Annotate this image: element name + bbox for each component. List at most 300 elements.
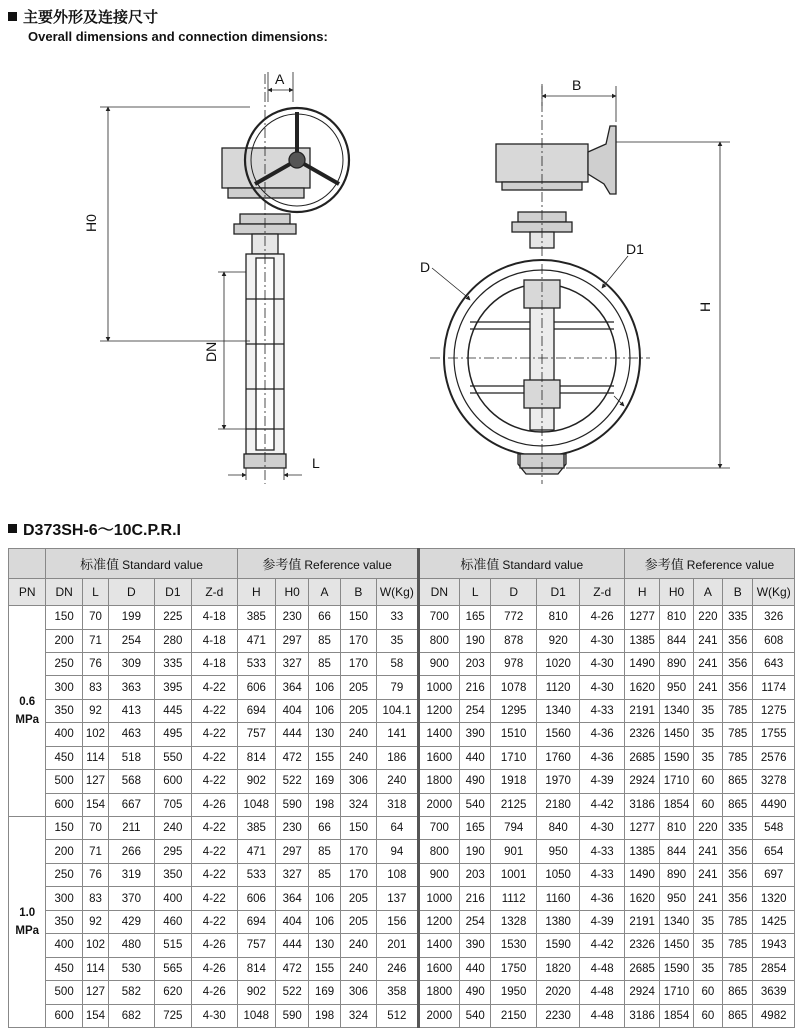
table-cell: 83 [82, 887, 108, 910]
table-cell: 106 [309, 910, 340, 933]
table-cell: 490 [460, 981, 491, 1004]
column-header: W(Kg) [377, 578, 418, 606]
table-cell: 3186 [624, 793, 659, 816]
table-body [9, 549, 795, 1028]
table-cell: 4-26 [192, 934, 238, 957]
pn-value: 0.6 [19, 695, 36, 708]
column-header: PN [9, 578, 46, 606]
column-header: D1 [536, 578, 579, 606]
table-cell: 85 [309, 652, 340, 675]
column-header: A [693, 578, 722, 606]
table-cell: 2180 [536, 793, 579, 816]
table-cell: 865 [723, 770, 753, 793]
pn-unit: MPa [15, 925, 40, 937]
table-cell: 472 [276, 957, 309, 980]
table-cell: 1590 [536, 934, 579, 957]
table-cell: 300 [46, 676, 82, 699]
table-cell: 4-30 [580, 629, 625, 652]
table-cell: 444 [276, 723, 309, 746]
table-cell: 114 [82, 957, 108, 980]
column-header: DN [418, 578, 459, 606]
column-header: A [309, 578, 340, 606]
side-view [222, 108, 349, 468]
table-cell: 1560 [536, 723, 579, 746]
table-cell: 444 [276, 934, 309, 957]
table-cell: 1340 [660, 699, 693, 722]
table-row [9, 676, 795, 699]
group-header-standard-2 [418, 549, 624, 579]
table-cell: 1490 [624, 863, 659, 886]
table-cell: 1000 [418, 676, 459, 699]
table-cell: 4-18 [192, 629, 238, 652]
table-cell: 1200 [418, 910, 459, 933]
table-cell: 385 [237, 606, 275, 629]
table-cell: 530 [109, 957, 155, 980]
table-row [9, 606, 795, 629]
table-cell: 4-30 [580, 652, 625, 675]
column-header: L [82, 578, 108, 606]
table-cell: 4-42 [580, 793, 625, 816]
table-cell: 155 [309, 957, 340, 980]
table-cell: 71 [82, 629, 108, 652]
table-cell: 254 [109, 629, 155, 652]
table-cell: 4-33 [580, 840, 625, 863]
table-cell: 211 [109, 817, 155, 840]
group-reference-cn: 参考值 [644, 556, 684, 572]
table-cell: 356 [723, 887, 753, 910]
table-cell: 358 [377, 981, 418, 1004]
group-standard-cn: 标准值 [460, 556, 500, 572]
dim-label-d: D [420, 259, 431, 275]
table-cell: 3278 [753, 770, 795, 793]
table-cell: 170 [340, 652, 376, 675]
table-cell: 205 [340, 910, 376, 933]
table-cell: 1970 [536, 770, 579, 793]
column-header: D1 [154, 578, 191, 606]
table-cell: 1425 [753, 910, 795, 933]
table-cell: 230 [276, 606, 309, 629]
table-cell: 757 [237, 723, 275, 746]
group-header-reference [237, 549, 418, 579]
table-cell: 4-42 [580, 934, 625, 957]
table-cell: 350 [46, 910, 82, 933]
column-header: DN [46, 578, 82, 606]
table-cell: 515 [154, 934, 191, 957]
table-cell: 1050 [536, 863, 579, 886]
group-reference-en: Reference value [304, 557, 392, 572]
table-cell: 490 [460, 770, 491, 793]
table-cell: 203 [460, 652, 491, 675]
model-title: D373SH-6～10C.P.R.I [23, 522, 182, 539]
table-cell: 241 [693, 676, 722, 699]
dim-label-dn: DN [203, 341, 219, 362]
table-cell: 1112 [491, 887, 537, 910]
table-cell: 1760 [536, 746, 579, 769]
table-cell: 190 [460, 629, 491, 652]
table-cell: 240 [340, 746, 376, 769]
table-cell: 335 [723, 817, 753, 840]
group-header-blank [9, 549, 46, 579]
table-cell: 900 [418, 652, 459, 675]
table-cell: 92 [82, 699, 108, 722]
table-cell: 4-36 [580, 887, 625, 910]
table-cell: 241 [693, 652, 722, 675]
table-cell: 327 [276, 863, 309, 886]
table-cell: 254 [460, 910, 491, 933]
table-cell: 450 [46, 957, 82, 980]
table-cell: 582 [109, 981, 155, 1004]
table-cell: 1048 [237, 793, 275, 816]
table-cell: 60 [693, 981, 722, 1004]
table-cell: 1620 [624, 676, 659, 699]
table-cell: 1710 [660, 981, 693, 1004]
table-cell: 216 [460, 887, 491, 910]
table-cell: 654 [753, 840, 795, 863]
table-cell: 190 [460, 840, 491, 863]
table-cell: 76 [82, 652, 108, 675]
table-cell: 390 [460, 934, 491, 957]
table-cell: 155 [309, 746, 340, 769]
table-cell: 1854 [660, 793, 693, 816]
table-cell: 800 [418, 840, 459, 863]
table-cell: 4-22 [192, 887, 238, 910]
table-cell: 240 [340, 957, 376, 980]
table-cell: 4-22 [192, 817, 238, 840]
table-cell: 1000 [418, 887, 459, 910]
table-row [9, 629, 795, 652]
table-cell: 104.1 [377, 699, 418, 722]
dim-label-d1: D1 [626, 241, 644, 257]
table-cell: 772 [491, 606, 537, 629]
table-cell: 700 [418, 606, 459, 629]
table-cell: 890 [660, 652, 693, 675]
table-cell: 2125 [491, 793, 537, 816]
table-cell: 1400 [418, 723, 459, 746]
table-cell: 865 [723, 793, 753, 816]
group-header-reference-2 [624, 549, 794, 579]
table-row [9, 910, 795, 933]
table-cell: 35 [693, 910, 722, 933]
table-cell: 1160 [536, 887, 579, 910]
table-cell: 1450 [660, 934, 693, 957]
table-cell: 350 [154, 863, 191, 886]
table-cell: 700 [418, 817, 459, 840]
table-cell: 950 [660, 887, 693, 910]
table-cell: 198 [309, 1004, 340, 1028]
table-cell: 810 [660, 606, 693, 629]
table-cell: 220 [693, 817, 722, 840]
table-cell: 620 [154, 981, 191, 1004]
table-cell: 326 [753, 606, 795, 629]
table-cell: 35 [377, 629, 418, 652]
table-cell: 170 [340, 863, 376, 886]
table-cell: 1048 [237, 1004, 275, 1028]
group-reference-cn: 参考值 [262, 556, 302, 572]
table-cell: 297 [276, 629, 309, 652]
table-cell: 4-30 [192, 1004, 238, 1028]
table-cell: 814 [237, 957, 275, 980]
table-cell: 300 [46, 887, 82, 910]
table-cell: 130 [309, 934, 340, 957]
valve-drawing [0, 44, 800, 512]
table-cell: 4-26 [192, 981, 238, 1004]
group-reference-en: Reference value [686, 557, 775, 572]
table-cell: 198 [309, 793, 340, 816]
table-cell: 4-22 [192, 770, 238, 793]
table-cell: 240 [377, 770, 418, 793]
table-cell: 241 [693, 863, 722, 886]
table-cell: 2576 [753, 746, 795, 769]
table-cell: 35 [693, 699, 722, 722]
table-cell: 203 [460, 863, 491, 886]
table-cell: 199 [109, 606, 155, 629]
table-cell: 85 [309, 863, 340, 886]
column-header: W(Kg) [753, 578, 795, 606]
table-cell: 83 [82, 676, 108, 699]
table-cell: 58 [377, 652, 418, 675]
table-cell: 4-26 [192, 957, 238, 980]
table-cell: 364 [276, 887, 309, 910]
table-cell: 1620 [624, 887, 659, 910]
table-cell: 127 [82, 981, 108, 1004]
table-cell: 356 [723, 863, 753, 886]
table-row [9, 770, 795, 793]
table-cell: 85 [309, 629, 340, 652]
table-cell: 920 [536, 629, 579, 652]
table-cell: 445 [154, 699, 191, 722]
table-cell: 565 [154, 957, 191, 980]
column-header: H [624, 578, 659, 606]
table-cell: 1600 [418, 957, 459, 980]
table-cell: 2150 [491, 1004, 537, 1028]
table-cell: 840 [536, 817, 579, 840]
table-cell: 150 [46, 606, 82, 629]
table-cell: 70 [82, 606, 108, 629]
pn-value: 1.0 [19, 906, 36, 919]
table-cell: 522 [276, 981, 309, 1004]
table-cell: 216 [460, 676, 491, 699]
table-cell: 1800 [418, 770, 459, 793]
table-cell: 240 [340, 723, 376, 746]
table-cell: 4-33 [580, 699, 625, 722]
table-cell: 1385 [624, 629, 659, 652]
table-cell: 844 [660, 840, 693, 863]
table-cell: 254 [460, 699, 491, 722]
table-cell: 2000 [418, 1004, 459, 1028]
table-cell: 154 [82, 793, 108, 816]
group-header-standard [46, 549, 237, 579]
table-cell: 4-39 [580, 910, 625, 933]
table-cell: 608 [753, 629, 795, 652]
table-cell: 682 [109, 1004, 155, 1028]
table-cell: 404 [276, 910, 309, 933]
table-cell: 102 [82, 934, 108, 957]
table-cell: 4490 [753, 793, 795, 816]
table-cell: 169 [309, 770, 340, 793]
table-cell: 250 [46, 863, 82, 886]
table-cell: 66 [309, 817, 340, 840]
table-cell: 400 [154, 887, 191, 910]
table-row [9, 934, 795, 957]
table-cell: 3186 [624, 1004, 659, 1028]
table-cell: 900 [418, 863, 459, 886]
table-cell: 667 [109, 793, 155, 816]
table-cell: 1854 [660, 1004, 693, 1028]
table-cell: 606 [237, 676, 275, 699]
table-cell: 4-30 [580, 676, 625, 699]
table-cell: 785 [723, 910, 753, 933]
table-cell: 500 [46, 981, 82, 1004]
table-cell: 390 [460, 723, 491, 746]
table-cell: 568 [109, 770, 155, 793]
table-cell: 785 [723, 723, 753, 746]
table-cell: 697 [753, 863, 795, 886]
table-cell: 540 [460, 1004, 491, 1028]
table-cell: 4-22 [192, 863, 238, 886]
table-cell: 460 [154, 910, 191, 933]
table-cell: 71 [82, 840, 108, 863]
table-cell: 1710 [660, 770, 693, 793]
table-cell: 404 [276, 699, 309, 722]
group-standard-en: Standard value [502, 557, 584, 572]
table-cell: 319 [109, 863, 155, 886]
table-cell: 165 [460, 606, 491, 629]
pn-cell [9, 817, 46, 1028]
dim-label-a: A [275, 71, 285, 87]
table-cell: 3639 [753, 981, 795, 1004]
table-cell: 114 [82, 746, 108, 769]
table-cell: 230 [276, 817, 309, 840]
table-cell: 1400 [418, 934, 459, 957]
table-cell: 533 [237, 863, 275, 886]
table-cell: 170 [340, 840, 376, 863]
table-cell: 4-22 [192, 676, 238, 699]
table-cell: 643 [753, 652, 795, 675]
table-cell: 4-18 [192, 606, 238, 629]
table-cell: 4-36 [580, 723, 625, 746]
table-cell: 4-22 [192, 840, 238, 863]
table-cell: 200 [46, 840, 82, 863]
table-cell: 413 [109, 699, 155, 722]
table-cell: 106 [309, 887, 340, 910]
table-cell: 1710 [491, 746, 537, 769]
table-cell: 950 [536, 840, 579, 863]
table-cell: 1918 [491, 770, 537, 793]
column-header: H0 [276, 578, 309, 606]
table-row [9, 746, 795, 769]
table-cell: 902 [237, 981, 275, 1004]
table-cell: 201 [377, 934, 418, 957]
table-cell: 600 [46, 1004, 82, 1028]
table-cell: 1450 [660, 723, 693, 746]
dim-label-l: L [312, 455, 320, 471]
table-cell: 429 [109, 910, 155, 933]
table-cell: 978 [491, 652, 537, 675]
table-cell: 472 [276, 746, 309, 769]
table-cell: 60 [693, 1004, 722, 1028]
table-cell: 705 [154, 793, 191, 816]
table-cell: 306 [340, 770, 376, 793]
table-cell: 246 [377, 957, 418, 980]
table-cell: 814 [237, 746, 275, 769]
table-cell: 370 [109, 887, 155, 910]
table-cell: 1340 [660, 910, 693, 933]
table-cell: 4-26 [192, 793, 238, 816]
table-cell: 4-30 [580, 817, 625, 840]
table-row [9, 723, 795, 746]
table-cell: 335 [154, 652, 191, 675]
table-cell: 35 [693, 957, 722, 980]
table-cell: 309 [109, 652, 155, 675]
table-cell: 1078 [491, 676, 537, 699]
table-cell: 794 [491, 817, 537, 840]
table-cell: 1120 [536, 676, 579, 699]
column-header: D [109, 578, 155, 606]
table-cell: 137 [377, 887, 418, 910]
table-cell: 495 [154, 723, 191, 746]
table-row [9, 863, 795, 886]
table-cell: 1950 [491, 981, 537, 1004]
table-cell: 800 [418, 629, 459, 652]
table-cell: 356 [723, 840, 753, 863]
table-cell: 4-22 [192, 746, 238, 769]
table-cell: 450 [46, 746, 82, 769]
table-cell: 533 [237, 652, 275, 675]
table-cell: 76 [82, 863, 108, 886]
table-row [9, 887, 795, 910]
table-cell: 241 [693, 887, 722, 910]
dim-label-h0: H0 [83, 214, 99, 232]
table-cell: 395 [154, 676, 191, 699]
table-cell: 170 [340, 629, 376, 652]
table-cell: 1750 [491, 957, 537, 980]
table-cell: 550 [154, 746, 191, 769]
table-cell: 518 [109, 746, 155, 769]
table-cell: 280 [154, 629, 191, 652]
table-cell: 1020 [536, 652, 579, 675]
table-cell: 35 [693, 723, 722, 746]
group-standard-cn: 标准值 [80, 556, 120, 572]
table-cell: 757 [237, 934, 275, 957]
table-cell: 33 [377, 606, 418, 629]
table-cell: 154 [82, 1004, 108, 1028]
table-cell: 2000 [418, 793, 459, 816]
table-cell: 1820 [536, 957, 579, 980]
table-cell: 1001 [491, 863, 537, 886]
table-cell: 1530 [491, 934, 537, 957]
table-cell: 4-33 [580, 863, 625, 886]
table-row [9, 652, 795, 675]
table-cell: 306 [340, 981, 376, 1004]
table-cell: 60 [693, 770, 722, 793]
table-cell: 130 [309, 723, 340, 746]
table-cell: 165 [460, 817, 491, 840]
table-cell: 324 [340, 1004, 376, 1028]
table-row [9, 699, 795, 722]
table-cell: 471 [237, 840, 275, 863]
table-cell: 400 [46, 934, 82, 957]
table-cell: 540 [460, 793, 491, 816]
table-cell: 150 [46, 817, 82, 840]
table-cell: 70 [82, 817, 108, 840]
table-cell: 327 [276, 652, 309, 675]
pn-cell [9, 606, 46, 817]
table-cell: 2854 [753, 957, 795, 980]
table-cell: 186 [377, 746, 418, 769]
table-cell: 606 [237, 887, 275, 910]
table-cell: 60 [693, 793, 722, 816]
table-cell: 522 [276, 770, 309, 793]
